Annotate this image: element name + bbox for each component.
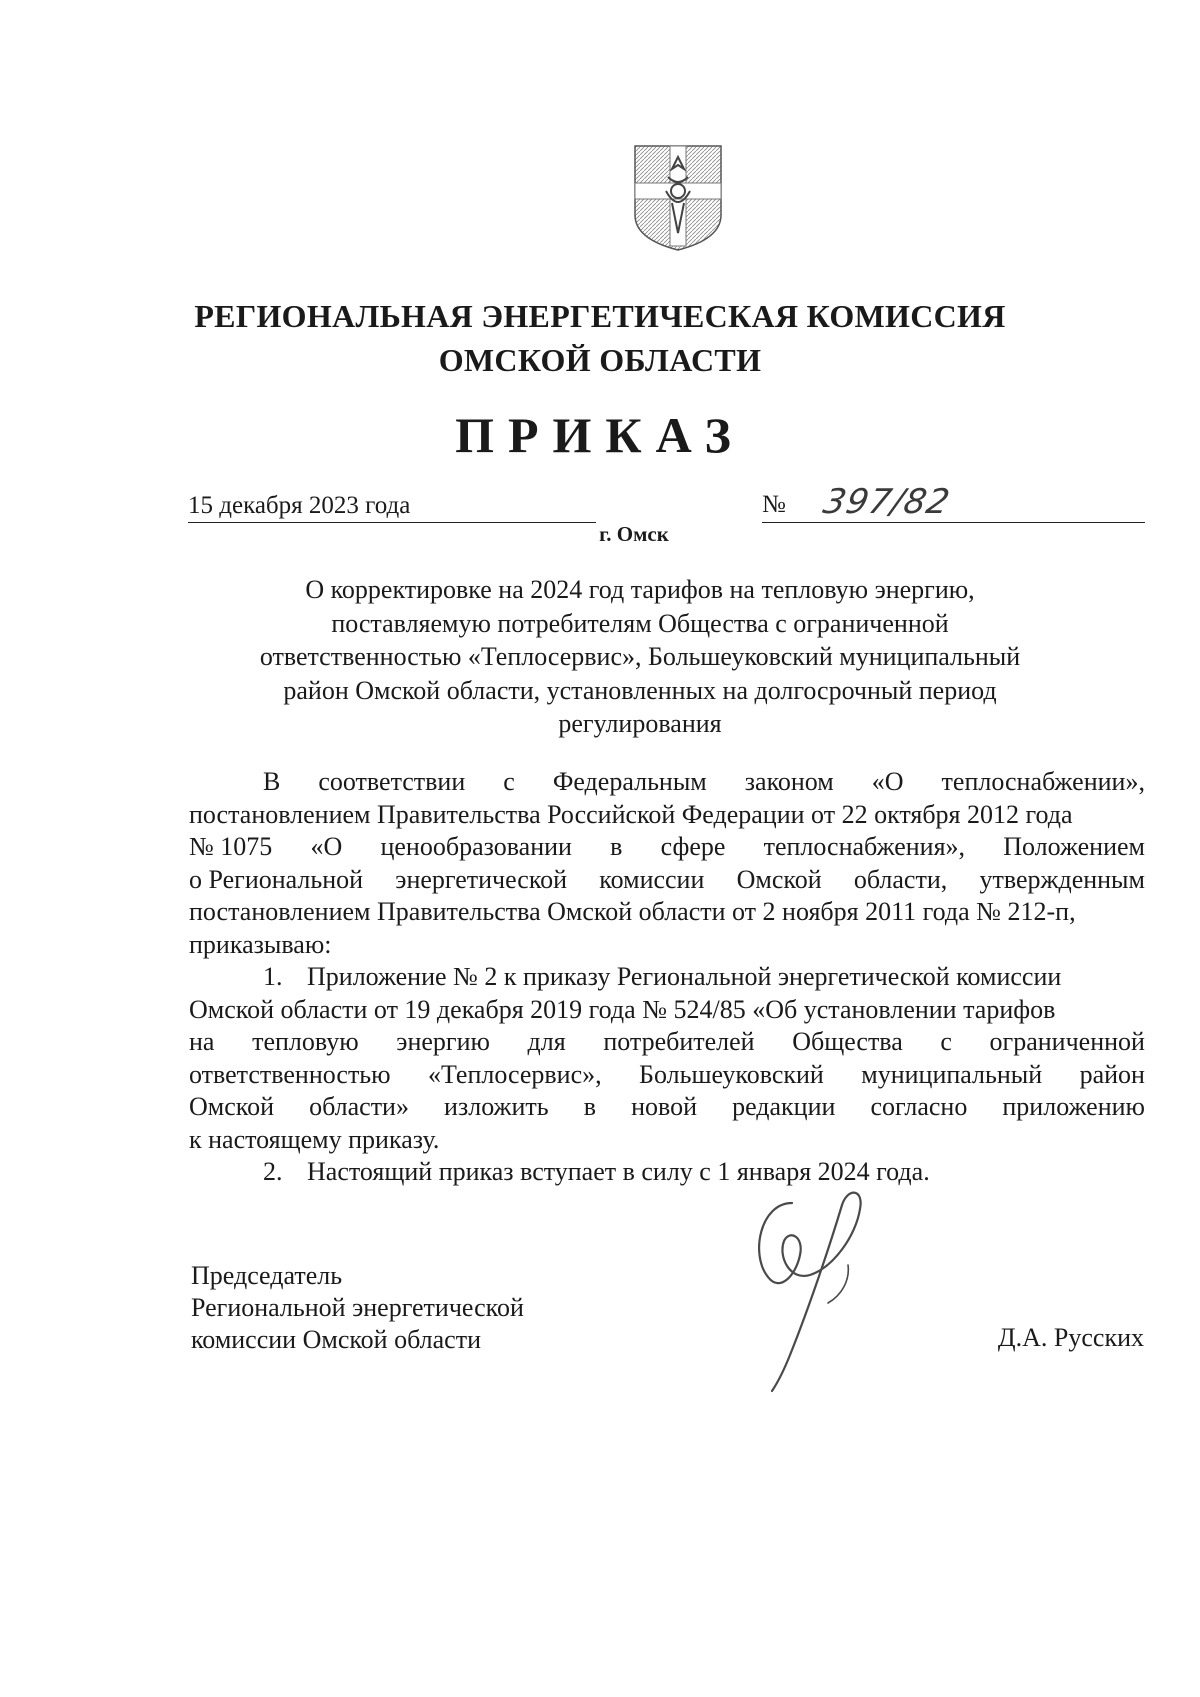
subject-line: регулирования [558,709,722,738]
handwritten-signature-icon [730,1185,905,1395]
signatory-name: Д.А. Русских [997,1323,1144,1352]
subject-line: поставляемую потребителям Общества с ограниченной [331,608,949,638]
subject-line: район Омской области, установленных на долгосрочный период [283,675,997,705]
order-date: 15 декабря 2023 года [188,492,596,523]
organization-name-line2: ОМСКОЙ ОБЛАСТИ [438,342,762,378]
number-sign: № [762,491,786,518]
preamble-line: постановлением Правительства Российской Федерации от 22 октября 2012 года [189,799,1073,829]
preamble-line: № 1075 «О ценообразовании в сфере теплоснабжения», Положением [189,832,1145,861]
order-item-1: 1. Приложение № 2 к приказу Региональной энергетической комиссии [189,961,1145,994]
order-number-field [762,484,1145,523]
order-subject [200,573,1080,741]
preamble-line: приказываю: [189,929,332,959]
subject-line: О корректировке на 2024 год тарифов на тепловую энергию, [305,575,975,604]
order-item-1-line: Омской области» изложить в новой редакции согласно приложению [189,1092,1145,1121]
item-number: 2. [263,1157,283,1186]
signatory-position: Председатель Региональной энергетической комиссии Омской области [191,1261,524,1354]
coat-of-arms-icon [632,143,724,253]
order-item-1-line: на тепловую энергию для потребителей Общества с ограниченной [189,1027,1145,1056]
order-item-1-line: ответственностью «Теплосервис», Большеуковский муниципальный район [189,1059,1145,1089]
city: г. Омск [599,522,669,546]
item-number: 1. [263,962,283,991]
order-item-1-line: к настоящему приказу. [189,1124,440,1154]
preamble-line: В соответствии с Федеральным законом «О теплоснабжении», [263,767,1145,796]
preamble-line: постановлением Правительства Омской области от 2 ноября 2011 года № 212-п, [189,897,1076,926]
order-body [189,766,1145,1189]
order-number-handwritten: 397/82 [819,482,954,522]
order-item-1-line: Омской области от 19 декабря 2019 года № 524/85 «Об установлении тарифов [189,994,1056,1024]
document-type-title: ПРИКАЗ [455,407,745,463]
preamble-line: о Региональной энергетической комиссии Омской области, утвержденным [189,864,1145,894]
organization-name-line1: РЕГИОНАЛЬНАЯ ЭНЕРГЕТИЧЕСКАЯ КОМИССИЯ [194,298,1006,334]
order-item-2: 2. Настоящий приказ вступает в силу с 1 января 2024 года. [189,1156,1145,1189]
subject-line: ответственностью «Теплосервис», Большеуковский муниципальный [259,642,1021,671]
